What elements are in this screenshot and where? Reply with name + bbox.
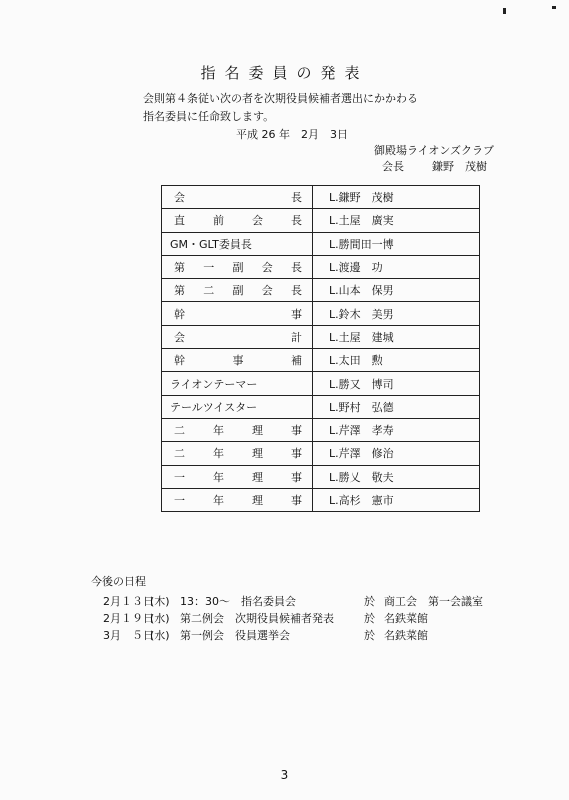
- schedule-heading: 今後の日程: [91, 575, 146, 588]
- roster-role: 第一副会長: [162, 255, 313, 278]
- body-text-line-1: 会則第４条従い次の者を次期役員候補者選出にかかわる: [143, 92, 418, 105]
- roster-row: [162, 418, 480, 441]
- roster-member: L.鈴木 美男: [313, 302, 480, 325]
- roster-member: L.芹澤 修治: [313, 442, 480, 465]
- roster-row: [162, 349, 480, 372]
- document-title: 指名委員の発表: [200, 64, 369, 82]
- roster-member: L.芹澤 孝寿: [313, 418, 480, 441]
- organization-name: 御殿場ライオンズクラブ: [374, 144, 495, 157]
- schedule-event: 13：30～ 指名委員会: [180, 595, 296, 608]
- roster-role: 会計: [162, 325, 313, 348]
- president-name: 鎌野 茂樹: [432, 160, 487, 173]
- roster-role: 一年理事: [162, 465, 313, 488]
- roster-member: L.渡邊 功: [313, 255, 480, 278]
- roster-member: L.鎌野 茂樹: [313, 186, 480, 209]
- scan-mark-top-right: [503, 8, 506, 14]
- roster-member: L.太田 勲: [313, 349, 480, 372]
- document-date: 平成 26 年 2月 3日: [236, 128, 348, 141]
- roster-role: ライオンテーマー: [162, 372, 313, 395]
- roster-row: [162, 442, 480, 465]
- schedule-place: 名鉄菜館: [384, 612, 428, 625]
- schedule-weekday: (木): [150, 595, 170, 608]
- scan-mark-corner: [552, 6, 556, 9]
- schedule-weekday: (水): [150, 629, 170, 642]
- roster-row: [162, 488, 480, 511]
- roster-member: L.野村 弘德: [313, 395, 480, 418]
- roster-role: 第二副会長: [162, 279, 313, 302]
- roster-row: [162, 232, 480, 255]
- roster-role: 幹事: [162, 302, 313, 325]
- schedule-place: 名鉄菜館: [384, 629, 428, 642]
- roster-row: [162, 395, 480, 418]
- schedule-at: 於: [364, 629, 375, 642]
- roster-member: L.山本 保男: [313, 279, 480, 302]
- roster-member: L.土屋 廣実: [313, 209, 480, 232]
- schedule-place: 商工会 第一会議室: [384, 595, 483, 608]
- roster-row: [162, 302, 480, 325]
- schedule-event: 第一例会 役員選挙会: [180, 629, 290, 642]
- roster-role: 幹事補: [162, 349, 313, 372]
- schedule-weekday: (水): [150, 612, 170, 625]
- president-title: 会長: [382, 160, 404, 173]
- roster-row: [162, 325, 480, 348]
- schedule-at: 於: [364, 595, 375, 608]
- roster-member: L.土屋 建城: [313, 325, 480, 348]
- roster-role: GM・GLT委員長: [162, 232, 313, 255]
- body-text-line-2: 指名委員に任命致します。: [143, 110, 275, 123]
- roster-member: L.高杉 憲市: [313, 488, 480, 511]
- roster-role: 一年理事: [162, 488, 313, 511]
- schedule-event: 第二例会 次期役員候補者発表: [180, 612, 334, 625]
- roster-row: [162, 209, 480, 232]
- schedule-date: 2月１９日: [103, 612, 154, 625]
- roster-role: 二年理事: [162, 418, 313, 441]
- roster-row: [162, 465, 480, 488]
- roster-role: 会長: [162, 186, 313, 209]
- roster-role: 二年理事: [162, 442, 313, 465]
- roster-member: L.勝間田一博: [313, 232, 480, 255]
- roster-role: テールツイスター: [162, 395, 313, 418]
- committee-roster-table: [161, 185, 480, 512]
- roster-row: [162, 186, 480, 209]
- page-number: 3: [280, 768, 289, 782]
- roster-member: L.勝又 博司: [313, 372, 480, 395]
- schedule-date: 3月 ５日: [103, 629, 154, 642]
- roster-row: [162, 255, 480, 278]
- roster-row: [162, 279, 480, 302]
- roster-member: L.勝乂 敬夫: [313, 465, 480, 488]
- roster-row: [162, 372, 480, 395]
- schedule-at: 於: [364, 612, 375, 625]
- roster-role: 直前会長: [162, 209, 313, 232]
- schedule-date: 2月１３日: [103, 595, 154, 608]
